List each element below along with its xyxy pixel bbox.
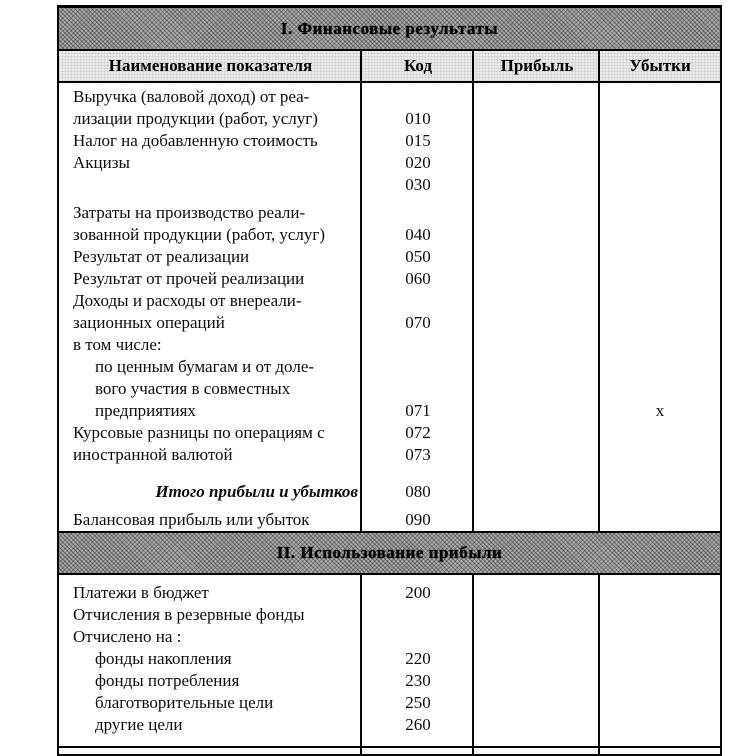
row-label: Затраты на производство реали- — [73, 203, 306, 222]
table-row — [59, 356, 720, 378]
table-row — [59, 130, 720, 152]
row-label: Налог на добавленную стоимость — [73, 131, 318, 150]
row-loss — [600, 604, 720, 626]
row-code: 200 — [405, 583, 431, 602]
row-label: Балансовая прибыль или убыток — [73, 510, 310, 529]
row-label: предприятиях — [95, 401, 196, 420]
column-divider — [472, 51, 474, 81]
table-row — [59, 481, 720, 503]
row-loss — [600, 582, 720, 604]
table-row — [59, 152, 720, 174]
row-profit — [474, 130, 600, 152]
row-label: Платежи в бюджет — [73, 583, 209, 602]
row-label: фонды накопления — [95, 649, 232, 668]
row-label: Акцизы — [73, 153, 130, 172]
row-loss — [600, 312, 720, 334]
row-label: Выручка (валовой доход) от реа- — [73, 87, 310, 106]
row-label: Отчисления в резервные фонды — [73, 605, 305, 624]
table-row — [59, 604, 720, 626]
row-loss — [600, 290, 720, 312]
table-row — [59, 626, 720, 648]
row-label: в том числе: — [73, 335, 162, 354]
table-row — [59, 268, 720, 290]
row-profit — [474, 444, 600, 466]
row-code — [362, 626, 474, 648]
table-row — [59, 312, 720, 334]
row-code: 080 — [405, 482, 431, 501]
row-code — [362, 202, 474, 224]
section-1-title-band — [59, 8, 720, 51]
column-divider — [598, 51, 600, 81]
column-divider — [598, 575, 600, 754]
row-code — [362, 356, 474, 378]
row-loss: x — [655, 401, 665, 420]
header-profit-column: Прибыль — [500, 56, 574, 75]
table-row — [59, 670, 720, 692]
column-divider — [360, 83, 362, 531]
row-loss — [600, 481, 720, 503]
row-loss — [600, 692, 720, 714]
row-profit — [474, 422, 600, 444]
row-profit — [474, 604, 600, 626]
row-code: 260 — [405, 715, 431, 734]
row-label: вого участия в совместных — [95, 379, 291, 398]
table-row — [59, 509, 720, 531]
table-row — [59, 692, 720, 714]
row-loss — [600, 152, 720, 174]
row-label: Отчислено на : — [73, 627, 182, 646]
table-row — [59, 582, 720, 604]
row-profit — [474, 582, 600, 604]
row-label: Доходы и расходы от внереали- — [73, 291, 302, 310]
row-profit — [474, 509, 600, 531]
table-row — [59, 246, 720, 268]
row-code: 030 — [405, 175, 431, 194]
row-label: Курсовые разницы по операциям с — [73, 423, 325, 442]
column-divider — [472, 83, 474, 531]
row-code: 070 — [405, 313, 431, 332]
section-1-body — [59, 83, 720, 531]
row-code: 230 — [405, 671, 431, 690]
table-row — [59, 334, 720, 356]
row-code: 090 — [405, 510, 431, 529]
row-profit — [474, 246, 600, 268]
row-loss — [600, 509, 720, 531]
section-1-title: I. Финансовые результаты — [280, 19, 499, 38]
table-row — [59, 290, 720, 312]
row-loss — [600, 378, 720, 400]
header-code-column: Код — [403, 56, 433, 75]
row-code — [362, 334, 474, 356]
row-loss — [600, 130, 720, 152]
column-header-row — [59, 51, 720, 83]
row-profit — [474, 202, 600, 224]
header-name-column: Наименование показателя — [108, 56, 313, 75]
table-row — [59, 224, 720, 246]
row-code: 015 — [405, 131, 431, 150]
row-code: 040 — [405, 225, 431, 244]
table-row — [59, 86, 720, 108]
row-loss — [600, 224, 720, 246]
row-profit — [474, 692, 600, 714]
row-code: 250 — [405, 693, 431, 712]
row-loss — [600, 86, 720, 108]
row-code — [362, 604, 474, 626]
financial-results-table — [57, 5, 722, 756]
row-loss — [600, 626, 720, 648]
row-profit — [474, 481, 600, 503]
row-code: 220 — [405, 649, 431, 668]
row-profit — [474, 152, 600, 174]
row-code: 073 — [405, 445, 431, 464]
row-profit — [474, 224, 600, 246]
table-row — [59, 714, 720, 736]
row-loss — [600, 268, 720, 290]
row-label: благотворительные цели — [95, 693, 274, 712]
row-loss — [600, 202, 720, 224]
row-loss — [600, 444, 720, 466]
row-loss — [600, 648, 720, 670]
row-label: зационных операций — [73, 313, 225, 332]
section-2-title: II. Использование прибыли — [276, 543, 503, 562]
row-profit — [474, 400, 600, 422]
row-label: иностранной валютой — [73, 445, 233, 464]
row-code — [362, 290, 474, 312]
section-2-title-band — [59, 531, 720, 575]
row-label: Результат от прочей реализации — [73, 269, 305, 288]
bottom-double-rule — [57, 746, 722, 748]
row-profit — [474, 108, 600, 130]
row-loss — [600, 108, 720, 130]
header-loss-column: Убытки — [629, 56, 691, 75]
row-profit — [474, 290, 600, 312]
row-loss — [600, 334, 720, 356]
table-row — [59, 202, 720, 224]
row-profit — [474, 670, 600, 692]
row-loss — [600, 670, 720, 692]
row-label: Результат от реализации — [73, 247, 250, 266]
row-profit — [474, 174, 600, 196]
column-divider — [598, 83, 600, 531]
row-label: фонды потребления — [95, 671, 240, 690]
row-loss — [600, 714, 720, 736]
row-code: 060 — [405, 269, 431, 288]
table-row — [59, 378, 720, 400]
row-loss — [600, 174, 720, 196]
row-profit — [474, 268, 600, 290]
column-divider — [360, 51, 362, 81]
row-profit — [474, 356, 600, 378]
row-label: по ценным бумагам и от доле- — [95, 357, 315, 376]
row-loss — [600, 422, 720, 444]
row-profit — [474, 86, 600, 108]
row-code: 072 — [405, 423, 431, 442]
row-code: 020 — [405, 153, 431, 172]
row-profit — [474, 626, 600, 648]
table-row — [59, 174, 720, 196]
row-code: 050 — [405, 247, 431, 266]
row-label — [59, 174, 362, 196]
row-loss — [600, 246, 720, 268]
table-row — [59, 422, 720, 444]
table-row — [59, 400, 720, 422]
row-profit — [474, 378, 600, 400]
row-profit — [474, 334, 600, 356]
table-row — [59, 648, 720, 670]
row-label: зованной продукции (работ, услуг) — [73, 225, 326, 244]
row-label: лизации продукции (работ, услуг) — [73, 109, 318, 128]
row-profit — [474, 648, 600, 670]
column-divider — [360, 575, 362, 754]
row-code: 010 — [405, 109, 431, 128]
row-loss — [600, 356, 720, 378]
row-code — [362, 378, 474, 400]
table-row — [59, 444, 720, 466]
row-label: Итого прибыли и убытков — [155, 482, 358, 501]
section-2-body — [59, 575, 720, 754]
row-profit — [474, 714, 600, 736]
row-code: 071 — [405, 401, 431, 420]
row-label: другие цели — [95, 715, 183, 734]
table-row — [59, 108, 720, 130]
row-profit — [474, 312, 600, 334]
column-divider — [472, 575, 474, 754]
row-code — [362, 86, 474, 108]
